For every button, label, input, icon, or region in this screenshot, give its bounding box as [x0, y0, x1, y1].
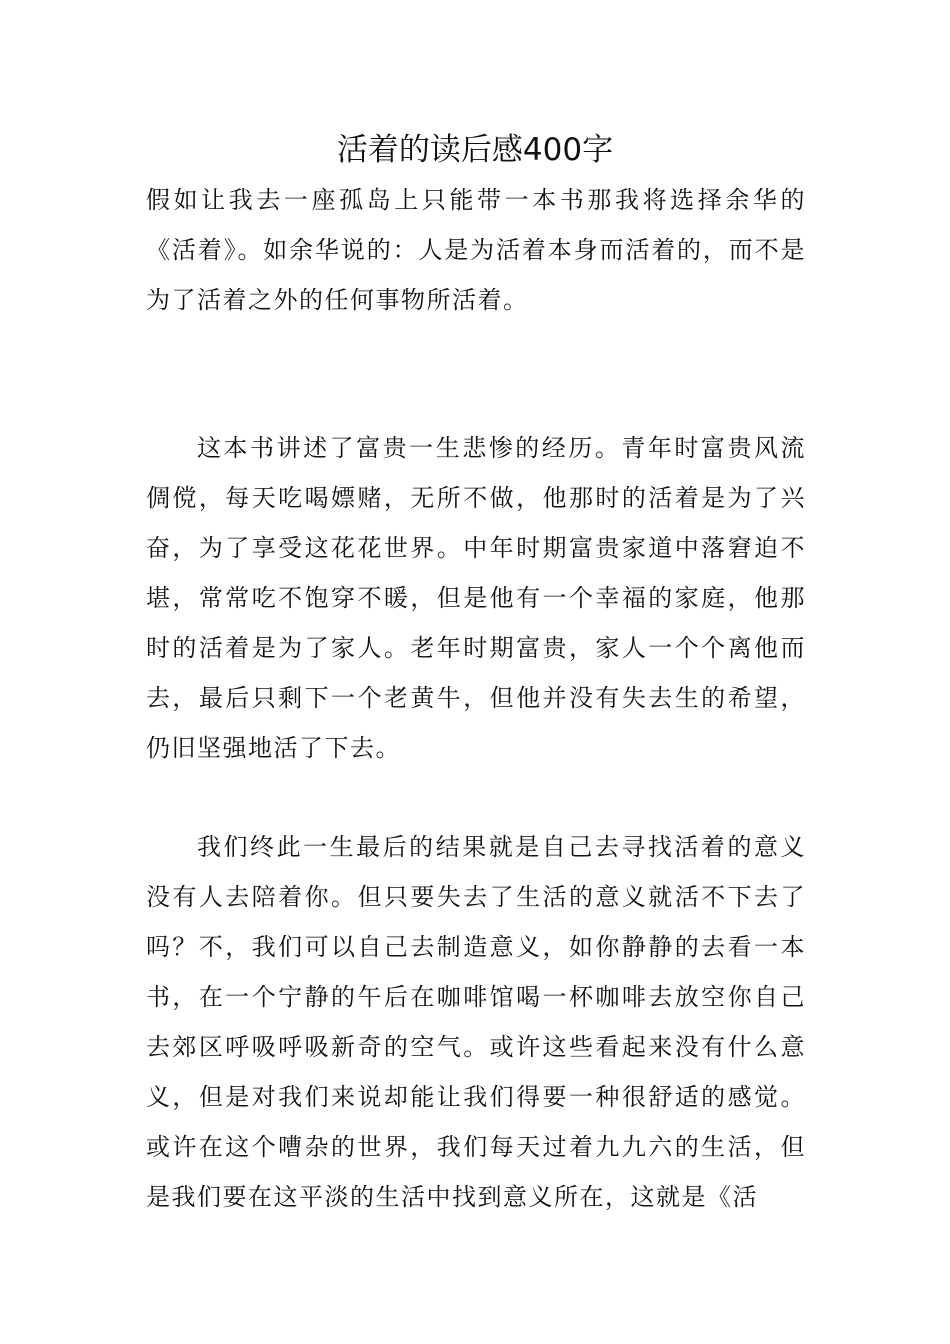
paragraph-meaning: 我们终此一生最后的结果就是自己去寻找活着的意义没有人去陪着你。但只要失去了生活的意义就活不下去了吗？不，我们可以自己去制造意义，如你静静的去看一本书，在一个宁静的午后在咖啡馆喝一杯咖啡去放空你自己去郊区呼吸呼吸新奇的空气。或许这些看起来没有什么意义，但是对我们来说却能让我们得要一种很舒适的感觉。或许在这个嘈杂的世界，我们每天过着九九六的生活，但是我们要在这平淡的生活中找到意义所在，这就是《活: [146, 833, 806, 1211]
paragraph-story: 这本书讲述了富贵一生悲惨的经历。青年时富贵风流倜傥，每天吃喝嫖赌，无所不做，他那时的活着是为了兴奋，为了享受这花花世界。中年时期富贵家道中落窘迫不堪，常常吃不饱穿不暖，但是他有一个幸福的家庭，他那时的活着是为了家人。老年时期富贵，家人一个个离他而去，最后只剩下一个老黄牛，但他并没有失去生的希望，仍旧坚强地活了下去。: [146, 434, 806, 762]
page-title: 活着的读后感400字: [336, 132, 614, 168]
paragraph-intro: 假如让我去一座孤岛上只能带一本书那我将选择余华的《活着》。如余华说的：人是为活着本身而活着的，而不是为了活着之外的任何事物所活着。: [146, 186, 806, 314]
